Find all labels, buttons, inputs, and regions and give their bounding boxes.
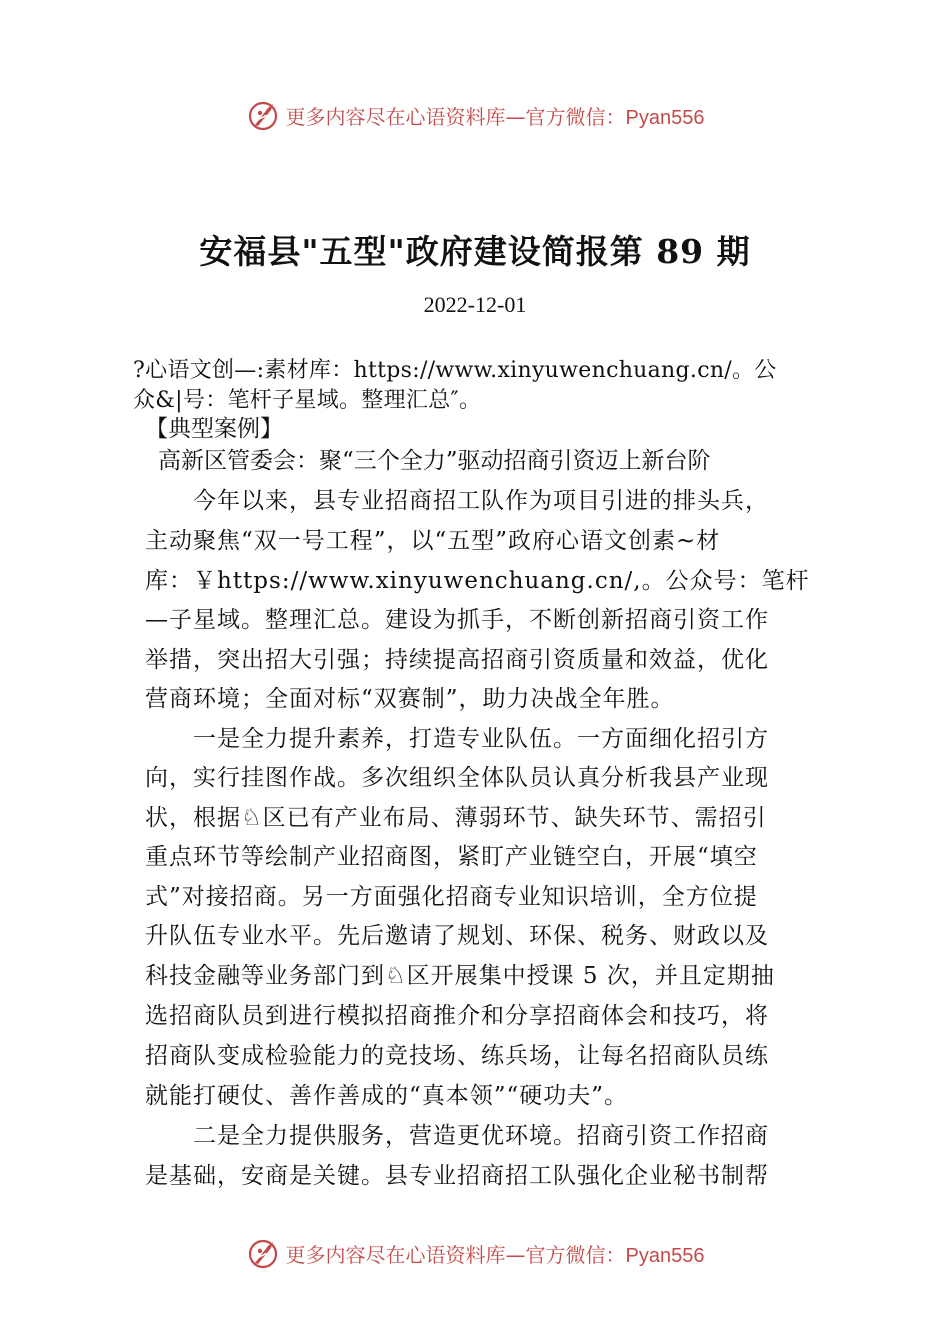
intro-line-2: 众&|号：笔杆子星域。整理汇总″。 [133,388,482,413]
document-title: 安福县"五型"政府建设简报第 89 期 [199,232,751,271]
document-date: 2022-12-01 [423,292,527,317]
body-line-11: 式”对接招商。另一方面强化招商专业知识培训，全方位提 [145,884,758,910]
body-line-16: 就能打硬仗、善作善成的“真本领”“硬功夫”。 [145,1083,629,1109]
body-line-6: 营商环境；全面对标“双赛制”，助力决战全年胜。 [145,686,675,712]
body-line-18: 是基础，安商是关键。县专业招商招工队强化企业秘书制帮 [145,1163,769,1189]
body-line-2: 主动聚焦“双一号工程”，以“五型”政府心语文创素~材 [145,528,721,554]
intro-line-1: ?心语文创—:素材库：https://www.xinyuwenchuang.cn/。公 [133,358,777,383]
body-line-4: —子星域。整理汇总。建设为抓手，不断创新招商引资工作 [145,607,769,633]
body-line-15: 招商队变成检验能力的竞技场、练兵场，让每名招商队员练 [145,1043,769,1069]
body-line-7: 一是全力提升素养，打造专业队伍。一方面细化招引方 [145,726,769,752]
section-heading: 【典型案例】 [145,416,283,442]
body-line-5: 举措，突出招大引强；持续提高招商引资质量和效益，优化 [145,647,769,673]
watermark-wechat-id: Pyan556 [625,106,705,129]
body-line-8: 向，实行挂图作战。多次组织全体队员认真分析我县产业现 [145,765,769,791]
body-line-17: 二是全力提供服务，营造更优环境。招商引资工作招商 [145,1123,769,1149]
case-title: 高新区管委会：聚“三个全力”驱动招商引资迈上新台阶 [158,448,711,474]
watermark-banner-top [0,95,950,135]
watermark-text: 更多内容尽在心语资料库—官方微信： [285,104,626,129]
body-line-13: 科技金融等业务部门到♘区开展集中授课 5 次，并且定期抽 [145,963,775,989]
body-line-14: 选招商队员到进行模拟招商推介和分享招商体会和技巧，将 [145,1003,769,1029]
body-line-9: 状，根据♘区已有产业布局、薄弱环节、缺失环节、需招引 [145,805,767,831]
pen-nib-seal-icon [246,98,280,132]
body-line-3: 库：￥https://www.xinyuwenchuang.cn/,。公众号：笔杆 [145,568,810,594]
body-line-1: 今年以来，县专业招商招工队作为项目引进的排头兵， [145,488,769,514]
watermark-text: 更多内容尽在心语资料库—官方微信： [285,1242,626,1267]
watermark-banner-bottom [0,1233,950,1273]
body-line-10: 重点环节等绘制产业招商图，紧盯产业链空白，开展“填空 [145,844,758,870]
watermark-wechat-id: Pyan556 [625,1244,705,1267]
body-line-12: 升队伍专业水平。先后邀请了规划、环保、税务、财政以及 [145,923,769,949]
pen-nib-seal-icon [246,1236,280,1270]
